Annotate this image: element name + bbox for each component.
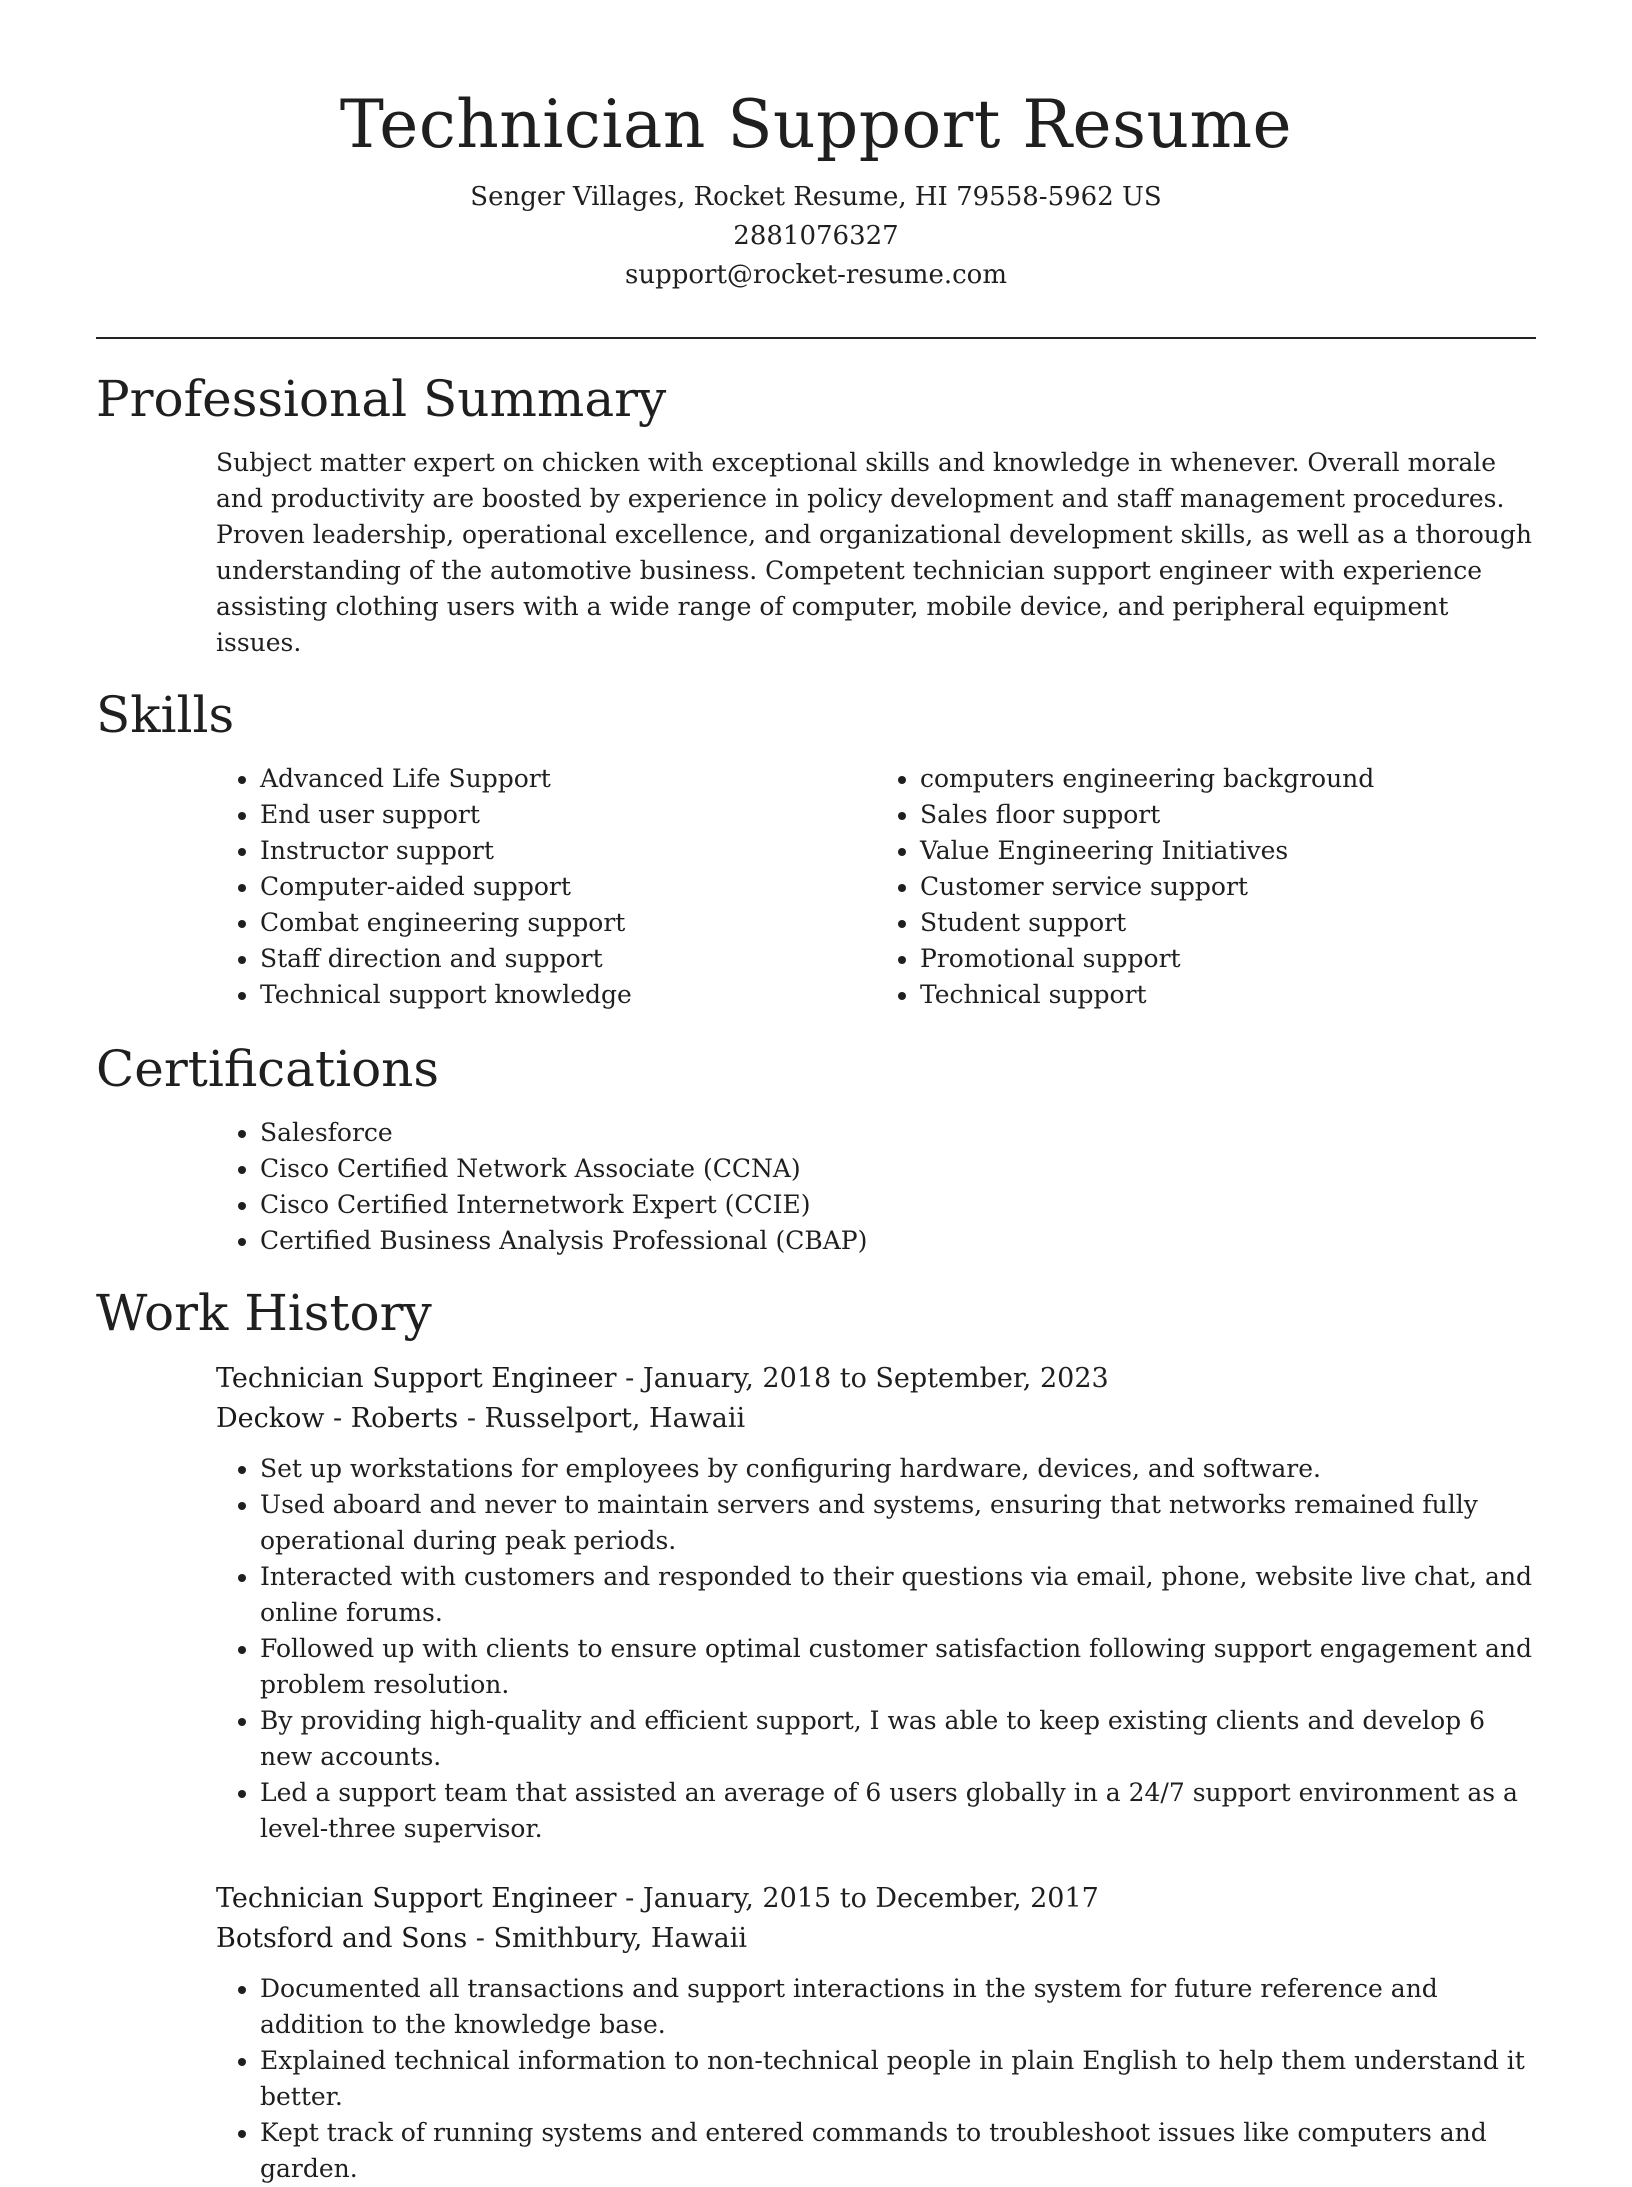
job-duty-item: • Led a support team that assisted an average of 6 users globally in a 24/7 support environment as a level-three supervisor. <box>260 1775 1536 1847</box>
job-duty-item: • Kept track of running systems and entered commands to troubleshoot issues like computers and garden. <box>260 2115 1536 2187</box>
address: Senger Villages, Rocket Resume, HI 79558-5962 US <box>470 182 1162 212</box>
resume-header <box>96 0 1536 295</box>
employer-name: Botsford and Sons <box>216 1923 468 1954</box>
work-history-section <box>96 1281 1536 2187</box>
skill-item: • Promotional support <box>920 941 1536 977</box>
job-title: Technician Support Engineer <box>216 1883 617 1914</box>
skill-item: • Instructor support <box>260 833 876 869</box>
certification-item: • Cisco Certified Network Associate (CCNA) <box>260 1151 1536 1187</box>
job-duties-list <box>216 1451 1536 1847</box>
job-duty-item: • By providing high-quality and efficient support, I was able to keep existing clients and develop 6 new accounts. <box>260 1703 1536 1775</box>
job-duty-item: • Explained technical information to non-technical people in plain English to help them understand it better. <box>260 2043 1536 2115</box>
certifications-section <box>96 1037 1536 1259</box>
job-duty-item: • Followed up with clients to ensure optimal customer satisfaction following support engagement and problem resolution. <box>260 1631 1536 1703</box>
job-duties-list <box>216 1971 1536 2187</box>
skill-item: • Sales floor support <box>920 797 1536 833</box>
certifications-list <box>216 1115 1536 1259</box>
job-title-line <box>216 1879 1536 1919</box>
job-title-line <box>216 1359 1536 1399</box>
skill-item: • Technical support <box>920 977 1536 1013</box>
job-dates: January, 2018 to September, 2023 <box>642 1363 1109 1394</box>
separator: - <box>466 1403 485 1434</box>
skills-columns <box>216 761 1536 1013</box>
job-entry <box>216 1359 1536 1439</box>
skill-item: • computers engineering background <box>920 761 1536 797</box>
resume-page <box>96 0 1536 2187</box>
phone-number: 2881076327 <box>733 221 899 251</box>
job-entry <box>216 1879 1536 1959</box>
skill-item: • Customer service support <box>920 869 1536 905</box>
certification-item: • Cisco Certified Internetwork Expert (CCIE) <box>260 1187 1536 1223</box>
certification-item: • Certified Business Analysis Professional (CBAP) <box>260 1223 1536 1259</box>
employer-line <box>216 1399 1536 1439</box>
separator: - <box>625 1883 643 1914</box>
skill-item: • Staff direction and support <box>260 941 876 977</box>
contact-info <box>96 178 1536 295</box>
summary-heading: Professional Summary <box>96 370 667 428</box>
skills-section <box>96 683 1536 1013</box>
employer-name: Deckow - Roberts <box>216 1403 459 1434</box>
certifications-heading: Certifications <box>96 1040 440 1098</box>
skill-item: • Technical support knowledge <box>260 977 876 1013</box>
header-divider <box>96 337 1536 339</box>
skills-list-left <box>216 761 876 1013</box>
job-duty-item: • Interacted with customers and responded to their questions via email, phone, website live chat, and online forums. <box>260 1559 1536 1631</box>
skill-item: • End user support <box>260 797 876 833</box>
certification-item: • Salesforce <box>260 1115 1536 1151</box>
skill-item: • Advanced Life Support <box>260 761 876 797</box>
employer-line <box>216 1919 1536 1959</box>
job-duty-item: • Documented all transactions and support interactions in the system for future reference and addition to the knowledge base. <box>260 1971 1536 2043</box>
resume-title: Technician Support Resume <box>339 86 1293 163</box>
job-title: Technician Support Engineer <box>216 1363 617 1394</box>
skill-item: • Value Engineering Initiatives <box>920 833 1536 869</box>
skill-item: • Combat engineering support <box>260 905 876 941</box>
job-duty-item: • Used aboard and never to maintain servers and systems, ensuring that networks remained fully operational during peak periods. <box>260 1487 1536 1559</box>
summary-section <box>96 367 1536 661</box>
skill-item: • Student support <box>920 905 1536 941</box>
summary-text: Subject matter expert on chicken with exceptional skills and knowledge in whenever. Overall morale and productivity are boosted by experience in policy development and staff management procedures. Proven leadership, operational excellence, and organizational development skills, as well as a thorough understanding of the automotive business. Competent technician support engineer with experience assisting clothing users with a wide range of computer, mobile device, and peripheral equipment issues. <box>216 448 1532 657</box>
skills-heading: Skills <box>96 686 235 744</box>
separator: - <box>625 1363 643 1394</box>
job-location: Russelport, Hawaii <box>484 1403 746 1434</box>
job-location: Smithbury, Hawaii <box>493 1923 748 1954</box>
email-address: support@rocket-resume.com <box>624 260 1007 290</box>
separator: - <box>475 1923 494 1954</box>
work-history-heading: Work History <box>96 1284 432 1342</box>
job-dates: January, 2015 to December, 2017 <box>642 1883 1099 1914</box>
job-duty-item: • Set up workstations for employees by configuring hardware, devices, and software. <box>260 1451 1536 1487</box>
skill-item: • Computer-aided support <box>260 869 876 905</box>
skills-list-right <box>876 761 1536 1013</box>
